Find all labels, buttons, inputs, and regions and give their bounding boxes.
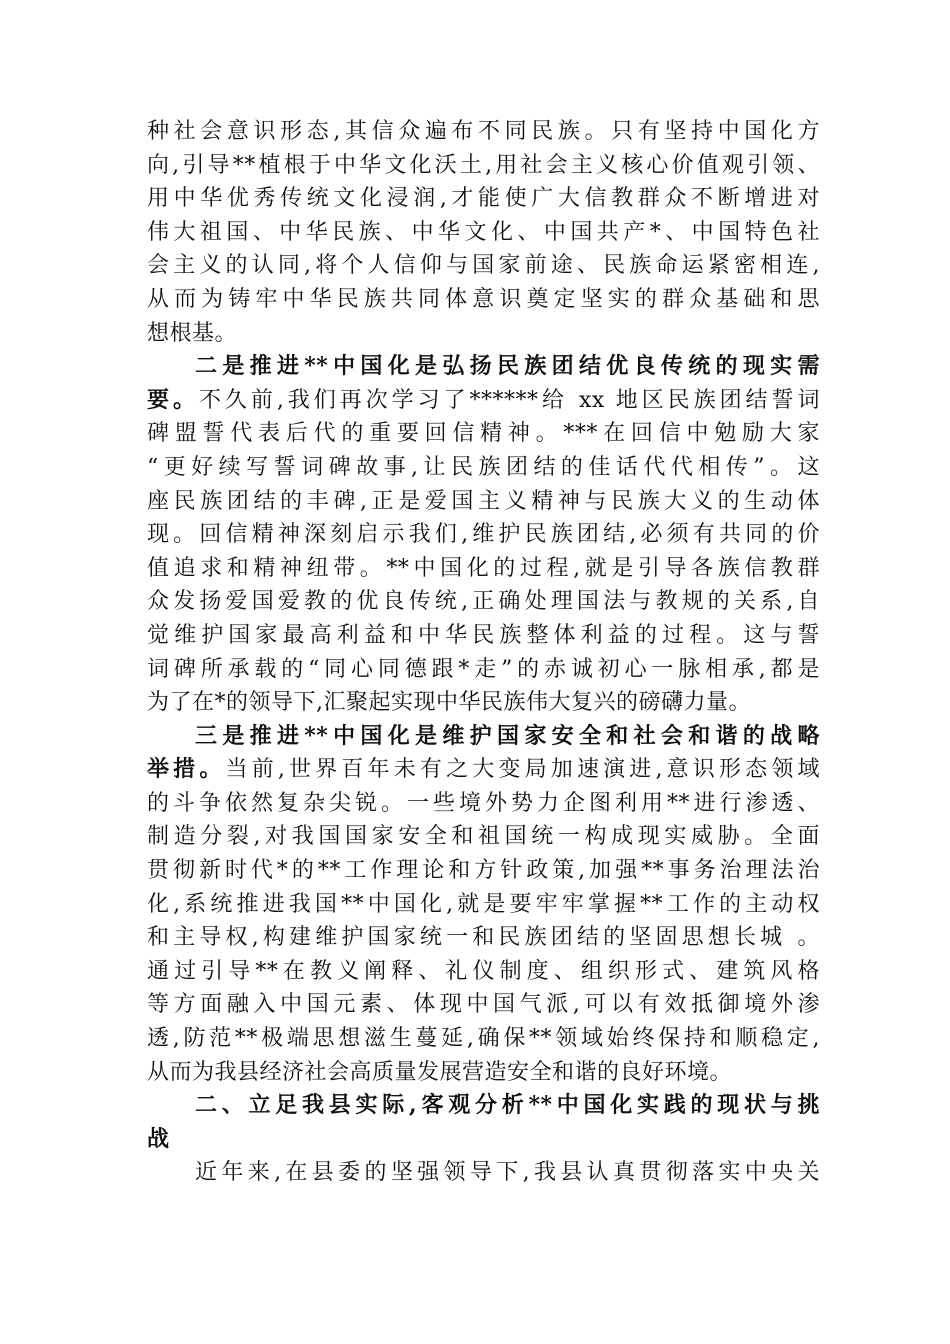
text-line: 制造分裂,对我国国家安全和祖国统一构成现实威胁。全面 bbox=[147, 824, 820, 850]
section-heading bbox=[147, 1089, 820, 1156]
text-line: 的斗争依然复杂尖锐。一些境外势力企图利用**进行渗透、 bbox=[147, 790, 820, 816]
paragraph-heading-tail: 要。 bbox=[147, 386, 199, 413]
text-line: 碑盟誓代表后代的重要回信精神。***在回信中勉励大家 bbox=[147, 421, 820, 447]
paragraph-heading-tail: 举措。 bbox=[147, 756, 226, 783]
paragraph-2 bbox=[147, 350, 820, 720]
paragraph-1 bbox=[147, 115, 820, 350]
paragraph-heading: 二是推进**中国化是弘扬民族团结优良传统的现实需 bbox=[195, 353, 820, 380]
text-line: 座民族团结的丰碑,正是爱国主义精神与民族大义的生动体 bbox=[147, 488, 820, 514]
text-line: 会主义的认同,将个人信仰与国家前途、民族命运紧密相连, bbox=[147, 253, 820, 279]
text-line: 觉维护国家最高利益和中华民族整体利益的过程。这与誓 bbox=[147, 622, 820, 648]
text-line: 用中华优秀传统文化浸润,才能使广大信教群众不断增进对 bbox=[147, 186, 820, 212]
paragraph-4 bbox=[147, 1156, 820, 1190]
section-heading-line: 二、立足我县实际,客观分析**中国化实践的现状与挑 bbox=[195, 1092, 820, 1119]
text-line: 等方面融入中国元素、体现中国气派,可以有效抵御境外渗 bbox=[147, 992, 820, 1018]
text-line: 从而为铸牢中华民族共同体意识奠定坚实的群众基础和思 bbox=[147, 286, 820, 312]
text-line: 通过引导**在教义阐释、礼仪制度、组织形式、建筑风格 bbox=[147, 958, 820, 984]
text-line: 众发扬爱国爱教的优良传统,正确处理国法与教规的关系,自 bbox=[147, 589, 820, 615]
text-line: 从而为我县经济社会高质量发展营造安全和谐的良好环境。 bbox=[147, 1059, 733, 1085]
text-line: 向,引导**植根于中华文化沃土,用社会主义核心价值观引领、 bbox=[147, 152, 820, 178]
paragraph-heading: 三是推进**中国化是维护国家安全和社会和谐的战略 bbox=[195, 722, 820, 749]
text-line: 现。回信精神深刻启示我们,维护民族团结,必须有共同的价 bbox=[147, 522, 820, 548]
text-line: 伟大祖国、中华民族、中华文化、中国共产*、中国特色社 bbox=[147, 219, 820, 245]
text-line: 想根基。 bbox=[147, 320, 238, 346]
text-line bbox=[147, 753, 820, 787]
text-line: 化,系统推进我国**中国化,就是要牢牢掌握**工作的主动权 bbox=[147, 891, 820, 917]
text-line: 为了在*的领导下,汇聚起实现中华民族伟大复兴的磅礴力量。 bbox=[147, 690, 751, 716]
text-line: 和主导权,构建维护国家统一和民族团结的坚固思想长城 。 bbox=[147, 925, 820, 951]
text-line: 值追求和精神纽带。**中国化的过程,就是引导各族信教群 bbox=[147, 555, 820, 581]
text-line: 近年来,在县委的坚强领导下,我县认真贯彻落实中央关 bbox=[195, 1160, 820, 1186]
text-segment: 不久前,我们再次学习了******给 xx 地区民族团结誓词 bbox=[198, 387, 820, 413]
text-line bbox=[147, 384, 820, 418]
text-line: 词碑所承载的“同心同德跟*走”的赤诚初心一脉相承,都是 bbox=[147, 656, 820, 682]
paragraph-3 bbox=[147, 720, 820, 1090]
text-segment: 当前,世界百年未有之大变局加速演进,意识形态领域 bbox=[225, 757, 820, 783]
text-line: 透,防范**极端思想滋生蔓延,确保**领域始终保持和顺稳定, bbox=[147, 1026, 820, 1052]
section-heading-line: 战 bbox=[147, 1125, 170, 1152]
text-line: “更好续写誓词碑故事,让民族团结的佳话代代相传”。这 bbox=[147, 454, 820, 480]
text-line: 种社会意识形态,其信众遍布不同民族。只有坚持中国化方 bbox=[147, 119, 820, 144]
text-line: 贯彻新时代*的**工作理论和方针政策,加强**事务治理法治 bbox=[147, 858, 820, 884]
